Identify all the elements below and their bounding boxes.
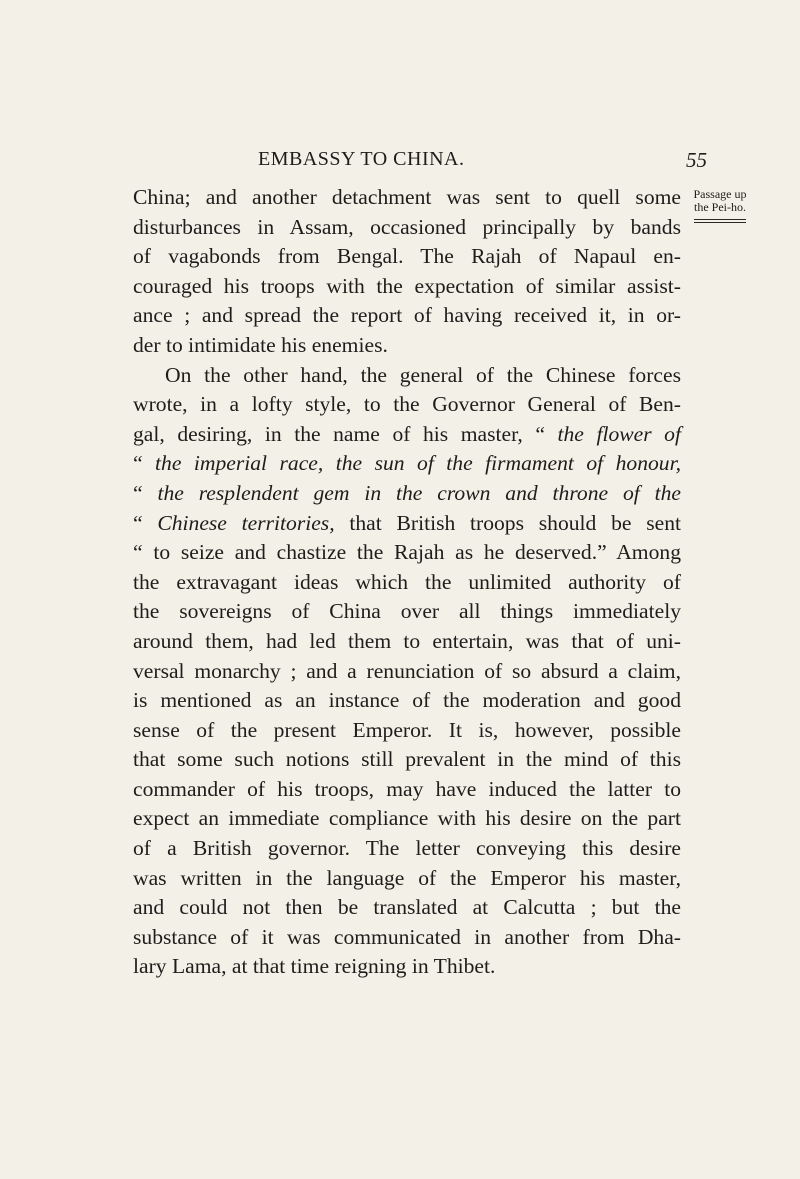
text-line: “ to seize and chastize the Rajah as he deserved.” Among bbox=[133, 540, 681, 565]
text-line: the extravagant ideas which the unlimited authority of bbox=[133, 569, 681, 594]
text-line: the sovereigns of China over all things immediately bbox=[133, 599, 681, 624]
text-segment: “ bbox=[133, 451, 156, 476]
text-line: disturbances in Assam, occasioned principally by bands bbox=[133, 214, 681, 239]
text-line: versal monarchy ; and a renunciation of so absurd a claim, bbox=[133, 658, 681, 683]
margin-note-line-2: the Pei-ho. bbox=[694, 200, 746, 214]
text-line: of vagabonds from Bengal. The Rajah of Napaul en- bbox=[133, 244, 681, 269]
text-line: and could not then be translated at Calcutta ; but the bbox=[133, 895, 681, 920]
text-line: substance of it was communicated in another from Dha- bbox=[133, 924, 681, 949]
text-line bbox=[133, 449, 681, 479]
text-line: sense of the present Emperor. It is, however, possible bbox=[133, 717, 681, 742]
page-number: 55 bbox=[686, 148, 707, 172]
text-line: der to intimidate his enemies. bbox=[133, 332, 388, 357]
text-line: couraged his troops with the expectation of similar assist- bbox=[133, 273, 681, 298]
text-segment: that British troops should be sent bbox=[334, 510, 681, 535]
margin-note bbox=[688, 188, 752, 223]
margin-note-line-1: Passage up bbox=[693, 187, 747, 201]
italic-segment: the imperial race, the sun of the firmament of honour, bbox=[155, 451, 682, 476]
text-line bbox=[133, 479, 681, 509]
text-line: commander of his troops, may have induced the latter to bbox=[133, 776, 681, 801]
italic-segment: the flower of bbox=[557, 421, 681, 446]
text-line: wrote, in a lofty style, to the Governor General of Ben- bbox=[133, 392, 681, 417]
text-line: was written in the language of the Emperor his master, bbox=[133, 865, 681, 890]
margin-note-rule bbox=[694, 219, 746, 223]
text-line bbox=[133, 420, 681, 450]
italic-segment: the resplendent gem in the crown and throne of the bbox=[157, 480, 682, 505]
text-line: of a British governor. The letter conveying this desire bbox=[133, 836, 681, 861]
text-line: expect an immediate compliance with his desire on the part bbox=[133, 806, 681, 831]
text-segment: gal, desiring, in the name of his master, “ bbox=[133, 421, 558, 446]
text-line bbox=[133, 509, 681, 539]
text-line: is mentioned as an instance of the moderation and good bbox=[133, 688, 681, 713]
text-segment: “ bbox=[133, 480, 158, 505]
text-line: On the other hand, the general of the Chinese forces bbox=[165, 362, 681, 387]
italic-segment: Chinese territories, bbox=[157, 510, 335, 535]
text-line: ance ; and spread the report of having received it, in or- bbox=[133, 303, 681, 328]
text-segment: “ bbox=[133, 510, 158, 535]
running-title: EMBASSY TO CHINA. bbox=[258, 148, 465, 170]
body-text bbox=[133, 183, 681, 982]
text-line: that some such notions still prevalent in the mind of this bbox=[133, 747, 681, 772]
text-line: China; and another detachment was sent to quell some bbox=[133, 185, 681, 209]
text-line: around them, had led them to entertain, was that of uni- bbox=[133, 628, 681, 653]
text-line: lary Lama, at that time reigning in Thibet. bbox=[133, 954, 496, 979]
